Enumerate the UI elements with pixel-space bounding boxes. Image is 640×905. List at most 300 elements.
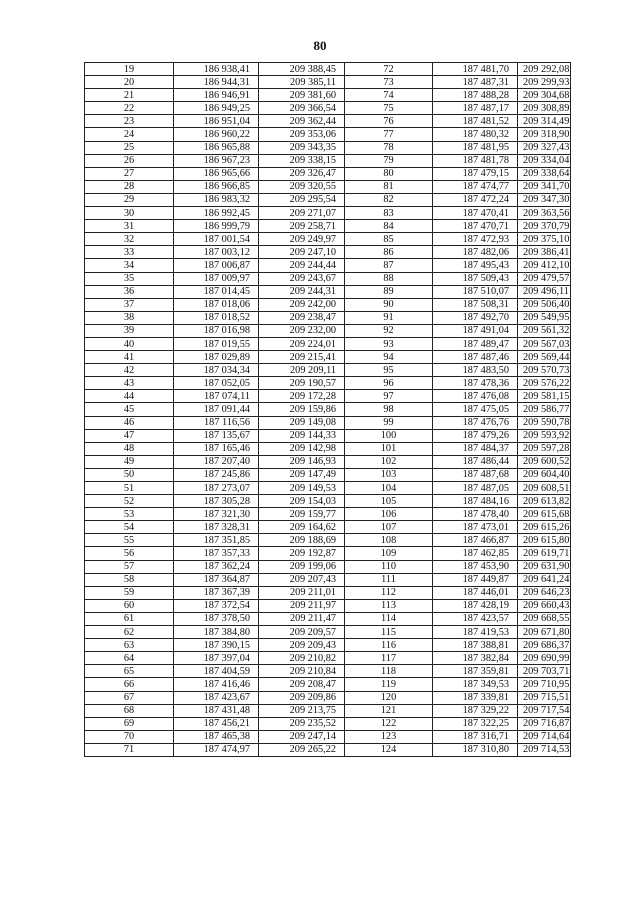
- y-coordinate-left-cell: 209 238,47: [259, 311, 345, 324]
- point-number-left-cell: 40: [85, 337, 174, 350]
- y-coordinate-left-cell: 209 295,54: [259, 193, 345, 206]
- x-coordinate-left-cell: 187 321,30: [174, 508, 259, 521]
- point-number-left-cell: 36: [85, 285, 174, 298]
- x-coordinate-left-cell: 186 999,79: [174, 220, 259, 233]
- table-row: [85, 246, 571, 259]
- y-coordinate-left-cell: 209 326,47: [259, 167, 345, 180]
- point-number-left-cell: 30: [85, 207, 174, 220]
- table-row: [85, 534, 571, 547]
- y-coordinate-left-cell: 209 207,43: [259, 573, 345, 586]
- point-number-right-cell: 117: [345, 652, 433, 665]
- point-number-right-cell: 116: [345, 639, 433, 652]
- table-row: [85, 691, 571, 704]
- x-coordinate-left-cell: 187 207,40: [174, 455, 259, 468]
- point-number-left-cell: 58: [85, 573, 174, 586]
- point-number-right-cell: 108: [345, 534, 433, 547]
- point-number-left-cell: 56: [85, 547, 174, 560]
- y-coordinate-right-cell: 209 576,22: [518, 377, 571, 390]
- table-row: [85, 403, 571, 416]
- table-row: [85, 102, 571, 115]
- y-coordinate-right-cell: 209 327,43: [518, 141, 571, 154]
- x-coordinate-left-cell: 186 983,32: [174, 193, 259, 206]
- x-coordinate-right-cell: 187 487,68: [433, 468, 518, 481]
- y-coordinate-right-cell: 209 597,28: [518, 442, 571, 455]
- point-number-right-cell: 87: [345, 259, 433, 272]
- table-row: [85, 298, 571, 311]
- y-coordinate-right-cell: 209 686,37: [518, 639, 571, 652]
- x-coordinate-right-cell: 187 359,81: [433, 665, 518, 678]
- y-coordinate-left-cell: 209 247,14: [259, 730, 345, 743]
- x-coordinate-right-cell: 187 487,17: [433, 102, 518, 115]
- table-row: [85, 468, 571, 481]
- point-number-left-cell: 62: [85, 626, 174, 639]
- x-coordinate-right-cell: 187 481,70: [433, 63, 518, 76]
- y-coordinate-left-cell: 209 249,97: [259, 233, 345, 246]
- y-coordinate-left-cell: 209 209,43: [259, 639, 345, 652]
- point-number-right-cell: 102: [345, 455, 433, 468]
- y-coordinate-right-cell: 209 717,54: [518, 704, 571, 717]
- point-number-right-cell: 121: [345, 704, 433, 717]
- y-coordinate-left-cell: 209 147,49: [259, 468, 345, 481]
- point-number-left-cell: 21: [85, 89, 174, 102]
- y-coordinate-left-cell: 209 320,55: [259, 180, 345, 193]
- x-coordinate-left-cell: 187 018,06: [174, 298, 259, 311]
- x-coordinate-left-cell: 187 034,34: [174, 364, 259, 377]
- table-row: [85, 76, 571, 89]
- y-coordinate-right-cell: 209 590,78: [518, 416, 571, 429]
- y-coordinate-left-cell: 209 215,41: [259, 351, 345, 364]
- table-row: [85, 337, 571, 350]
- x-coordinate-left-cell: 186 960,22: [174, 128, 259, 141]
- y-coordinate-right-cell: 209 641,24: [518, 573, 571, 586]
- y-coordinate-right-cell: 209 334,04: [518, 154, 571, 167]
- point-number-right-cell: 101: [345, 442, 433, 455]
- y-coordinate-left-cell: 209 211,97: [259, 599, 345, 612]
- y-coordinate-left-cell: 209 243,67: [259, 272, 345, 285]
- x-coordinate-right-cell: 187 480,32: [433, 128, 518, 141]
- table-row: [85, 626, 571, 639]
- x-coordinate-left-cell: 187 245,86: [174, 468, 259, 481]
- y-coordinate-right-cell: 209 690,99: [518, 652, 571, 665]
- x-coordinate-left-cell: 187 273,07: [174, 482, 259, 495]
- y-coordinate-right-cell: 209 619,71: [518, 547, 571, 560]
- x-coordinate-right-cell: 187 419,53: [433, 626, 518, 639]
- x-coordinate-right-cell: 187 475,05: [433, 403, 518, 416]
- x-coordinate-right-cell: 187 382,84: [433, 652, 518, 665]
- point-number-left-cell: 20: [85, 76, 174, 89]
- y-coordinate-right-cell: 209 375,10: [518, 233, 571, 246]
- y-coordinate-left-cell: 209 188,69: [259, 534, 345, 547]
- y-coordinate-left-cell: 209 154,03: [259, 495, 345, 508]
- point-number-left-cell: 71: [85, 743, 174, 756]
- y-coordinate-right-cell: 209 714,53: [518, 743, 571, 756]
- y-coordinate-left-cell: 209 271,07: [259, 207, 345, 220]
- x-coordinate-right-cell: 187 510,07: [433, 285, 518, 298]
- y-coordinate-right-cell: 209 604,40: [518, 468, 571, 481]
- y-coordinate-left-cell: 209 381,60: [259, 89, 345, 102]
- point-number-left-cell: 29: [85, 193, 174, 206]
- x-coordinate-right-cell: 187 462,85: [433, 547, 518, 560]
- point-number-right-cell: 100: [345, 429, 433, 442]
- y-coordinate-left-cell: 209 258,71: [259, 220, 345, 233]
- y-coordinate-right-cell: 209 549,95: [518, 311, 571, 324]
- point-number-left-cell: 69: [85, 717, 174, 730]
- x-coordinate-left-cell: 186 965,88: [174, 141, 259, 154]
- y-coordinate-right-cell: 209 646,23: [518, 586, 571, 599]
- x-coordinate-left-cell: 186 938,41: [174, 63, 259, 76]
- point-number-left-cell: 27: [85, 167, 174, 180]
- x-coordinate-left-cell: 187 305,28: [174, 495, 259, 508]
- y-coordinate-right-cell: 209 299,93: [518, 76, 571, 89]
- table-row: [85, 495, 571, 508]
- point-number-right-cell: 113: [345, 599, 433, 612]
- x-coordinate-left-cell: 187 357,33: [174, 547, 259, 560]
- x-coordinate-right-cell: 187 310,80: [433, 743, 518, 756]
- y-coordinate-right-cell: 209 586,77: [518, 403, 571, 416]
- y-coordinate-right-cell: 209 660,43: [518, 599, 571, 612]
- table-row: [85, 272, 571, 285]
- y-coordinate-right-cell: 209 608,51: [518, 482, 571, 495]
- table-row: [85, 180, 571, 193]
- x-coordinate-right-cell: 187 508,31: [433, 298, 518, 311]
- y-coordinate-left-cell: 209 209,86: [259, 691, 345, 704]
- y-coordinate-right-cell: 209 561,32: [518, 324, 571, 337]
- y-coordinate-left-cell: 209 144,33: [259, 429, 345, 442]
- point-number-right-cell: 115: [345, 626, 433, 639]
- y-coordinate-left-cell: 209 224,01: [259, 337, 345, 350]
- x-coordinate-right-cell: 187 470,41: [433, 207, 518, 220]
- table-row: [85, 639, 571, 652]
- coordinates-table: [84, 62, 571, 757]
- point-number-left-cell: 25: [85, 141, 174, 154]
- y-coordinate-left-cell: 209 247,10: [259, 246, 345, 259]
- y-coordinate-right-cell: 209 716,87: [518, 717, 571, 730]
- table-row: [85, 390, 571, 403]
- y-coordinate-left-cell: 209 146,93: [259, 455, 345, 468]
- y-coordinate-left-cell: 209 210,82: [259, 652, 345, 665]
- x-coordinate-right-cell: 187 472,93: [433, 233, 518, 246]
- x-coordinate-left-cell: 186 946,91: [174, 89, 259, 102]
- point-number-right-cell: 98: [345, 403, 433, 416]
- y-coordinate-right-cell: 209 479,57: [518, 272, 571, 285]
- x-coordinate-left-cell: 187 014,45: [174, 285, 259, 298]
- table-row: [85, 573, 571, 586]
- point-number-right-cell: 78: [345, 141, 433, 154]
- x-coordinate-right-cell: 187 472,24: [433, 193, 518, 206]
- point-number-right-cell: 92: [345, 324, 433, 337]
- y-coordinate-right-cell: 209 613,82: [518, 495, 571, 508]
- x-coordinate-left-cell: 186 966,85: [174, 180, 259, 193]
- table-row: [85, 547, 571, 560]
- point-number-right-cell: 124: [345, 743, 433, 756]
- point-number-left-cell: 19: [85, 63, 174, 76]
- point-number-left-cell: 51: [85, 482, 174, 495]
- x-coordinate-left-cell: 187 465,38: [174, 730, 259, 743]
- table-row: [85, 167, 571, 180]
- y-coordinate-right-cell: 209 412,10: [518, 259, 571, 272]
- y-coordinate-left-cell: 209 362,44: [259, 115, 345, 128]
- table-row: [85, 63, 571, 76]
- point-number-right-cell: 73: [345, 76, 433, 89]
- y-coordinate-left-cell: 209 213,75: [259, 704, 345, 717]
- point-number-right-cell: 111: [345, 573, 433, 586]
- y-coordinate-left-cell: 209 211,01: [259, 586, 345, 599]
- table-row: [85, 599, 571, 612]
- y-coordinate-left-cell: 209 159,77: [259, 508, 345, 521]
- x-coordinate-left-cell: 187 052,05: [174, 377, 259, 390]
- x-coordinate-left-cell: 187 378,50: [174, 612, 259, 625]
- y-coordinate-left-cell: 209 211,47: [259, 612, 345, 625]
- x-coordinate-left-cell: 187 009,97: [174, 272, 259, 285]
- point-number-right-cell: 107: [345, 521, 433, 534]
- table-row: [85, 233, 571, 246]
- coordinates-table-body: [85, 63, 571, 757]
- x-coordinate-right-cell: 187 484,16: [433, 495, 518, 508]
- point-number-right-cell: 91: [345, 311, 433, 324]
- y-coordinate-right-cell: 209 615,80: [518, 534, 571, 547]
- x-coordinate-right-cell: 187 486,44: [433, 455, 518, 468]
- x-coordinate-left-cell: 187 018,52: [174, 311, 259, 324]
- x-coordinate-left-cell: 187 390,15: [174, 639, 259, 652]
- x-coordinate-left-cell: 187 001,54: [174, 233, 259, 246]
- y-coordinate-left-cell: 209 149,53: [259, 482, 345, 495]
- y-coordinate-left-cell: 209 199,06: [259, 560, 345, 573]
- x-coordinate-right-cell: 187 388,81: [433, 639, 518, 652]
- point-number-left-cell: 32: [85, 233, 174, 246]
- x-coordinate-right-cell: 187 478,40: [433, 508, 518, 521]
- x-coordinate-left-cell: 187 091,44: [174, 403, 259, 416]
- y-coordinate-right-cell: 209 308,89: [518, 102, 571, 115]
- x-coordinate-left-cell: 187 328,31: [174, 521, 259, 534]
- point-number-left-cell: 55: [85, 534, 174, 547]
- point-number-left-cell: 48: [85, 442, 174, 455]
- point-number-right-cell: 74: [345, 89, 433, 102]
- point-number-right-cell: 114: [345, 612, 433, 625]
- x-coordinate-right-cell: 187 449,87: [433, 573, 518, 586]
- y-coordinate-left-cell: 209 235,52: [259, 717, 345, 730]
- point-number-left-cell: 50: [85, 468, 174, 481]
- x-coordinate-right-cell: 187 491,04: [433, 324, 518, 337]
- x-coordinate-right-cell: 187 481,78: [433, 154, 518, 167]
- point-number-left-cell: 23: [85, 115, 174, 128]
- point-number-left-cell: 44: [85, 390, 174, 403]
- point-number-left-cell: 57: [85, 560, 174, 573]
- table-row: [85, 89, 571, 102]
- table-row: [85, 220, 571, 233]
- y-coordinate-left-cell: 209 208,47: [259, 678, 345, 691]
- point-number-left-cell: 66: [85, 678, 174, 691]
- x-coordinate-left-cell: 187 019,55: [174, 337, 259, 350]
- point-number-left-cell: 47: [85, 429, 174, 442]
- x-coordinate-right-cell: 187 487,46: [433, 351, 518, 364]
- y-coordinate-right-cell: 209 567,03: [518, 337, 571, 350]
- y-coordinate-left-cell: 209 190,57: [259, 377, 345, 390]
- point-number-right-cell: 72: [345, 63, 433, 76]
- point-number-left-cell: 41: [85, 351, 174, 364]
- y-coordinate-left-cell: 209 353,06: [259, 128, 345, 141]
- y-coordinate-left-cell: 209 244,44: [259, 259, 345, 272]
- y-coordinate-left-cell: 209 142,98: [259, 442, 345, 455]
- table-row: [85, 377, 571, 390]
- x-coordinate-right-cell: 187 478,36: [433, 377, 518, 390]
- table-row: [85, 586, 571, 599]
- x-coordinate-right-cell: 187 470,71: [433, 220, 518, 233]
- y-coordinate-right-cell: 209 715,51: [518, 691, 571, 704]
- point-number-right-cell: 95: [345, 364, 433, 377]
- y-coordinate-left-cell: 209 172,28: [259, 390, 345, 403]
- x-coordinate-right-cell: 187 476,08: [433, 390, 518, 403]
- x-coordinate-left-cell: 187 074,11: [174, 390, 259, 403]
- table-row: [85, 128, 571, 141]
- y-coordinate-left-cell: 209 385,11: [259, 76, 345, 89]
- table-row: [85, 285, 571, 298]
- point-number-left-cell: 28: [85, 180, 174, 193]
- point-number-right-cell: 120: [345, 691, 433, 704]
- x-coordinate-right-cell: 187 509,43: [433, 272, 518, 285]
- x-coordinate-right-cell: 187 476,76: [433, 416, 518, 429]
- point-number-left-cell: 35: [85, 272, 174, 285]
- point-number-left-cell: 49: [85, 455, 174, 468]
- point-number-right-cell: 109: [345, 547, 433, 560]
- point-number-right-cell: 75: [345, 102, 433, 115]
- x-coordinate-left-cell: 187 474,97: [174, 743, 259, 756]
- point-number-right-cell: 77: [345, 128, 433, 141]
- x-coordinate-left-cell: 187 397,04: [174, 652, 259, 665]
- table-row: [85, 508, 571, 521]
- x-coordinate-left-cell: 187 364,87: [174, 573, 259, 586]
- x-coordinate-left-cell: 187 372,54: [174, 599, 259, 612]
- table-row: [85, 560, 571, 573]
- x-coordinate-left-cell: 187 423,67: [174, 691, 259, 704]
- y-coordinate-right-cell: 209 615,26: [518, 521, 571, 534]
- point-number-left-cell: 65: [85, 665, 174, 678]
- x-coordinate-right-cell: 187 423,57: [433, 612, 518, 625]
- point-number-left-cell: 38: [85, 311, 174, 324]
- x-coordinate-right-cell: 187 481,52: [433, 115, 518, 128]
- y-coordinate-left-cell: 209 388,45: [259, 63, 345, 76]
- x-coordinate-right-cell: 187 453,90: [433, 560, 518, 573]
- page-number: 80: [313, 38, 327, 53]
- x-coordinate-right-cell: 187 316,71: [433, 730, 518, 743]
- point-number-left-cell: 70: [85, 730, 174, 743]
- x-coordinate-left-cell: 187 016,98: [174, 324, 259, 337]
- x-coordinate-left-cell: 187 384,80: [174, 626, 259, 639]
- x-coordinate-left-cell: 186 967,23: [174, 154, 259, 167]
- point-number-right-cell: 118: [345, 665, 433, 678]
- point-number-left-cell: 34: [85, 259, 174, 272]
- y-coordinate-right-cell: 209 631,90: [518, 560, 571, 573]
- point-number-left-cell: 39: [85, 324, 174, 337]
- table-row: [85, 259, 571, 272]
- point-number-right-cell: 105: [345, 495, 433, 508]
- x-coordinate-left-cell: 187 135,67: [174, 429, 259, 442]
- point-number-left-cell: 45: [85, 403, 174, 416]
- table-row: [85, 665, 571, 678]
- y-coordinate-right-cell: 209 671,80: [518, 626, 571, 639]
- y-coordinate-right-cell: 209 496,11: [518, 285, 571, 298]
- y-coordinate-right-cell: 209 506,40: [518, 298, 571, 311]
- x-coordinate-right-cell: 187 466,87: [433, 534, 518, 547]
- point-number-left-cell: 60: [85, 599, 174, 612]
- y-coordinate-left-cell: 209 209,11: [259, 364, 345, 377]
- point-number-left-cell: 61: [85, 612, 174, 625]
- x-coordinate-right-cell: 187 495,43: [433, 259, 518, 272]
- table-row: [85, 364, 571, 377]
- point-number-left-cell: 31: [85, 220, 174, 233]
- table-row: [85, 652, 571, 665]
- table-row: [85, 717, 571, 730]
- x-coordinate-left-cell: 186 951,04: [174, 115, 259, 128]
- x-coordinate-left-cell: 187 029,89: [174, 351, 259, 364]
- point-number-right-cell: 88: [345, 272, 433, 285]
- x-coordinate-left-cell: 187 006,87: [174, 259, 259, 272]
- point-number-left-cell: 33: [85, 246, 174, 259]
- point-number-left-cell: 68: [85, 704, 174, 717]
- table-row: [85, 730, 571, 743]
- table-row: [85, 455, 571, 468]
- point-number-right-cell: 106: [345, 508, 433, 521]
- table-row: [85, 141, 571, 154]
- y-coordinate-left-cell: 209 265,22: [259, 743, 345, 756]
- point-number-right-cell: 112: [345, 586, 433, 599]
- y-coordinate-left-cell: 209 242,00: [259, 298, 345, 311]
- point-number-right-cell: 90: [345, 298, 433, 311]
- x-coordinate-right-cell: 187 481,95: [433, 141, 518, 154]
- y-coordinate-right-cell: 209 338,64: [518, 167, 571, 180]
- x-coordinate-right-cell: 187 446,01: [433, 586, 518, 599]
- y-coordinate-left-cell: 209 244,31: [259, 285, 345, 298]
- y-coordinate-right-cell: 209 341,70: [518, 180, 571, 193]
- point-number-right-cell: 97: [345, 390, 433, 403]
- x-coordinate-left-cell: 187 416,46: [174, 678, 259, 691]
- y-coordinate-right-cell: 209 714,64: [518, 730, 571, 743]
- point-number-left-cell: 53: [85, 508, 174, 521]
- point-number-left-cell: 64: [85, 652, 174, 665]
- y-coordinate-right-cell: 209 386,41: [518, 246, 571, 259]
- table-row: [85, 612, 571, 625]
- y-coordinate-right-cell: 209 600,52: [518, 455, 571, 468]
- point-number-right-cell: 83: [345, 207, 433, 220]
- table-row: [85, 482, 571, 495]
- point-number-right-cell: 76: [345, 115, 433, 128]
- table-row: [85, 154, 571, 167]
- y-coordinate-right-cell: 209 318,90: [518, 128, 571, 141]
- x-coordinate-left-cell: 186 944,31: [174, 76, 259, 89]
- x-coordinate-right-cell: 187 492,70: [433, 311, 518, 324]
- table-row: [85, 429, 571, 442]
- point-number-left-cell: 54: [85, 521, 174, 534]
- point-number-right-cell: 80: [345, 167, 433, 180]
- x-coordinate-right-cell: 187 473,01: [433, 521, 518, 534]
- y-coordinate-right-cell: 209 710,95: [518, 678, 571, 691]
- point-number-right-cell: 99: [345, 416, 433, 429]
- table-row: [85, 311, 571, 324]
- x-coordinate-right-cell: 187 487,31: [433, 76, 518, 89]
- y-coordinate-left-cell: 209 338,15: [259, 154, 345, 167]
- x-coordinate-right-cell: 187 484,37: [433, 442, 518, 455]
- y-coordinate-right-cell: 209 615,68: [518, 508, 571, 521]
- y-coordinate-right-cell: 209 581,15: [518, 390, 571, 403]
- x-coordinate-left-cell: 187 351,85: [174, 534, 259, 547]
- x-coordinate-right-cell: 187 329,22: [433, 704, 518, 717]
- point-number-right-cell: 94: [345, 351, 433, 364]
- y-coordinate-right-cell: 209 314,49: [518, 115, 571, 128]
- point-number-left-cell: 24: [85, 128, 174, 141]
- x-coordinate-left-cell: 186 949,25: [174, 102, 259, 115]
- table-row: [85, 678, 571, 691]
- point-number-left-cell: 43: [85, 377, 174, 390]
- x-coordinate-left-cell: 187 362,24: [174, 560, 259, 573]
